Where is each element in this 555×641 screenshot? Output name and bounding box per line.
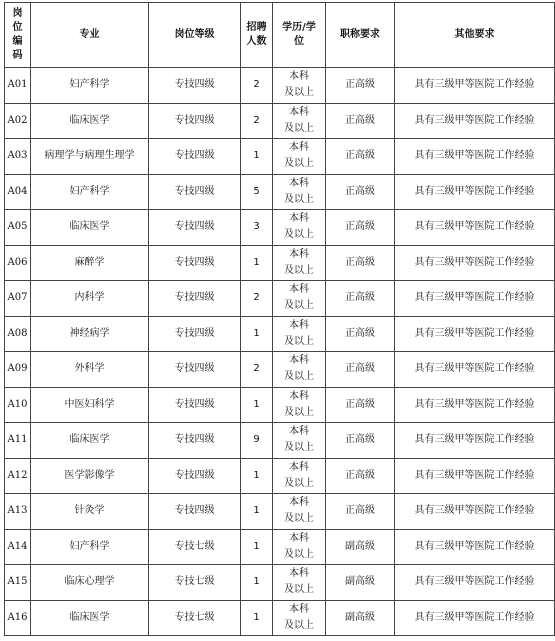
- table-row: [5, 210, 555, 246]
- cell-code: A09: [5, 352, 31, 388]
- cell-education: 本科 及以上: [273, 210, 326, 246]
- cell-code: A02: [5, 103, 31, 139]
- cell-count: 2: [241, 103, 273, 139]
- cell-education: 本科 及以上: [273, 529, 326, 565]
- table-row: [5, 565, 555, 601]
- table-row: [5, 494, 555, 530]
- cell-education: 本科 及以上: [273, 245, 326, 281]
- header-row: [5, 3, 555, 68]
- cell-education: 本科 及以上: [273, 139, 326, 175]
- cell-other: 具有三级甲等医院工作经验: [395, 352, 555, 388]
- cell-code: A04: [5, 174, 31, 210]
- table-row: [5, 316, 555, 352]
- table-row: [5, 245, 555, 281]
- cell-education: 本科 及以上: [273, 458, 326, 494]
- cell-count: 1: [241, 458, 273, 494]
- table-body: [5, 68, 555, 636]
- recruitment-table-wrapper: [4, 2, 555, 636]
- cell-count: 1: [241, 529, 273, 565]
- cell-major: 内科学: [31, 281, 149, 317]
- cell-title: 正高级: [326, 281, 395, 317]
- cell-code: A03: [5, 139, 31, 175]
- cell-title: 副高级: [326, 565, 395, 601]
- cell-education: 本科 及以上: [273, 387, 326, 423]
- cell-other: 具有三级甲等医院工作经验: [395, 68, 555, 104]
- cell-code: A05: [5, 210, 31, 246]
- cell-other: 具有三级甲等医院工作经验: [395, 565, 555, 601]
- cell-grade: 专技四级: [149, 352, 241, 388]
- cell-grade: 专技四级: [149, 281, 241, 317]
- cell-title: 正高级: [326, 458, 395, 494]
- header-count: 招聘 人数: [241, 3, 273, 68]
- cell-title: 副高级: [326, 529, 395, 565]
- table-row: [5, 281, 555, 317]
- table-row: [5, 139, 555, 175]
- cell-title: 正高级: [326, 494, 395, 530]
- cell-count: 2: [241, 281, 273, 317]
- cell-major: 临床医学: [31, 103, 149, 139]
- cell-title: 正高级: [326, 316, 395, 352]
- header-grade: 岗位等级: [149, 3, 241, 68]
- cell-grade: 专技四级: [149, 68, 241, 104]
- cell-major: 临床医学: [31, 210, 149, 246]
- cell-grade: 专技四级: [149, 174, 241, 210]
- cell-education: 本科 及以上: [273, 423, 326, 459]
- cell-education: 本科 及以上: [273, 174, 326, 210]
- cell-major: 妇产科学: [31, 174, 149, 210]
- cell-count: 1: [241, 494, 273, 530]
- recruitment-table: [4, 2, 555, 636]
- cell-code: A06: [5, 245, 31, 281]
- cell-grade: 专技七级: [149, 600, 241, 636]
- cell-code: A13: [5, 494, 31, 530]
- cell-count: 1: [241, 387, 273, 423]
- cell-title: 正高级: [326, 352, 395, 388]
- header-code: 岗 位 编 码: [5, 3, 31, 68]
- cell-title: 正高级: [326, 139, 395, 175]
- table-row: [5, 600, 555, 636]
- cell-count: 2: [241, 68, 273, 104]
- cell-title: 副高级: [326, 600, 395, 636]
- cell-education: 本科 及以上: [273, 68, 326, 104]
- cell-grade: 专技四级: [149, 458, 241, 494]
- cell-major: 临床医学: [31, 600, 149, 636]
- cell-major: 临床心理学: [31, 565, 149, 601]
- cell-other: 具有三级甲等医院工作经验: [395, 529, 555, 565]
- cell-other: 具有三级甲等医院工作经验: [395, 139, 555, 175]
- cell-title: 正高级: [326, 68, 395, 104]
- cell-code: A15: [5, 565, 31, 601]
- cell-count: 1: [241, 565, 273, 601]
- cell-count: 2: [241, 352, 273, 388]
- cell-education: 本科 及以上: [273, 316, 326, 352]
- cell-major: 外科学: [31, 352, 149, 388]
- cell-education: 本科 及以上: [273, 565, 326, 601]
- cell-major: 病理学与病理生理学: [31, 139, 149, 175]
- cell-major: 妇产科学: [31, 529, 149, 565]
- cell-major: 麻醉学: [31, 245, 149, 281]
- cell-code: A07: [5, 281, 31, 317]
- table-row: [5, 352, 555, 388]
- cell-title: 正高级: [326, 103, 395, 139]
- table-row: [5, 174, 555, 210]
- cell-count: 9: [241, 423, 273, 459]
- cell-count: 5: [241, 174, 273, 210]
- table-row: [5, 103, 555, 139]
- cell-grade: 专技七级: [149, 529, 241, 565]
- cell-title: 正高级: [326, 210, 395, 246]
- header-education: 学历/学 位: [273, 3, 326, 68]
- cell-other: 具有三级甲等医院工作经验: [395, 245, 555, 281]
- cell-code: A10: [5, 387, 31, 423]
- header-title: 职称要求: [326, 3, 395, 68]
- cell-major: 医学影像学: [31, 458, 149, 494]
- cell-major: 神经病学: [31, 316, 149, 352]
- cell-other: 具有三级甲等医院工作经验: [395, 174, 555, 210]
- cell-grade: 专技七级: [149, 565, 241, 601]
- table-row: [5, 68, 555, 104]
- cell-other: 具有三级甲等医院工作经验: [395, 600, 555, 636]
- cell-major: 妇产科学: [31, 68, 149, 104]
- cell-code: A01: [5, 68, 31, 104]
- cell-title: 正高级: [326, 387, 395, 423]
- cell-count: 1: [241, 600, 273, 636]
- cell-grade: 专技四级: [149, 139, 241, 175]
- cell-grade: 专技四级: [149, 103, 241, 139]
- table-row: [5, 458, 555, 494]
- cell-count: 3: [241, 210, 273, 246]
- cell-other: 具有三级甲等医院工作经验: [395, 423, 555, 459]
- cell-education: 本科 及以上: [273, 281, 326, 317]
- cell-grade: 专技四级: [149, 316, 241, 352]
- cell-other: 具有三级甲等医院工作经验: [395, 281, 555, 317]
- cell-grade: 专技四级: [149, 387, 241, 423]
- cell-title: 正高级: [326, 245, 395, 281]
- cell-count: 1: [241, 139, 273, 175]
- cell-education: 本科 及以上: [273, 494, 326, 530]
- cell-other: 具有三级甲等医院工作经验: [395, 458, 555, 494]
- cell-major: 临床医学: [31, 423, 149, 459]
- cell-code: A12: [5, 458, 31, 494]
- cell-code: A14: [5, 529, 31, 565]
- cell-grade: 专技四级: [149, 423, 241, 459]
- cell-education: 本科 及以上: [273, 352, 326, 388]
- table-row: [5, 529, 555, 565]
- cell-code: A16: [5, 600, 31, 636]
- cell-other: 具有三级甲等医院工作经验: [395, 316, 555, 352]
- cell-education: 本科 及以上: [273, 600, 326, 636]
- cell-count: 1: [241, 316, 273, 352]
- table-row: [5, 387, 555, 423]
- cell-other: 具有三级甲等医院工作经验: [395, 103, 555, 139]
- cell-title: 正高级: [326, 174, 395, 210]
- header-major: 专业: [31, 3, 149, 68]
- cell-grade: 专技四级: [149, 245, 241, 281]
- cell-other: 具有三级甲等医院工作经验: [395, 494, 555, 530]
- cell-major: 中医妇科学: [31, 387, 149, 423]
- cell-count: 1: [241, 245, 273, 281]
- cell-major: 针灸学: [31, 494, 149, 530]
- cell-title: 正高级: [326, 423, 395, 459]
- cell-grade: 专技四级: [149, 210, 241, 246]
- header-other: 其他要求: [395, 3, 555, 68]
- table-row: [5, 423, 555, 459]
- cell-other: 具有三级甲等医院工作经验: [395, 210, 555, 246]
- cell-grade: 专技四级: [149, 494, 241, 530]
- cell-code: A11: [5, 423, 31, 459]
- cell-other: 具有三级甲等医院工作经验: [395, 387, 555, 423]
- cell-education: 本科 及以上: [273, 103, 326, 139]
- cell-code: A08: [5, 316, 31, 352]
